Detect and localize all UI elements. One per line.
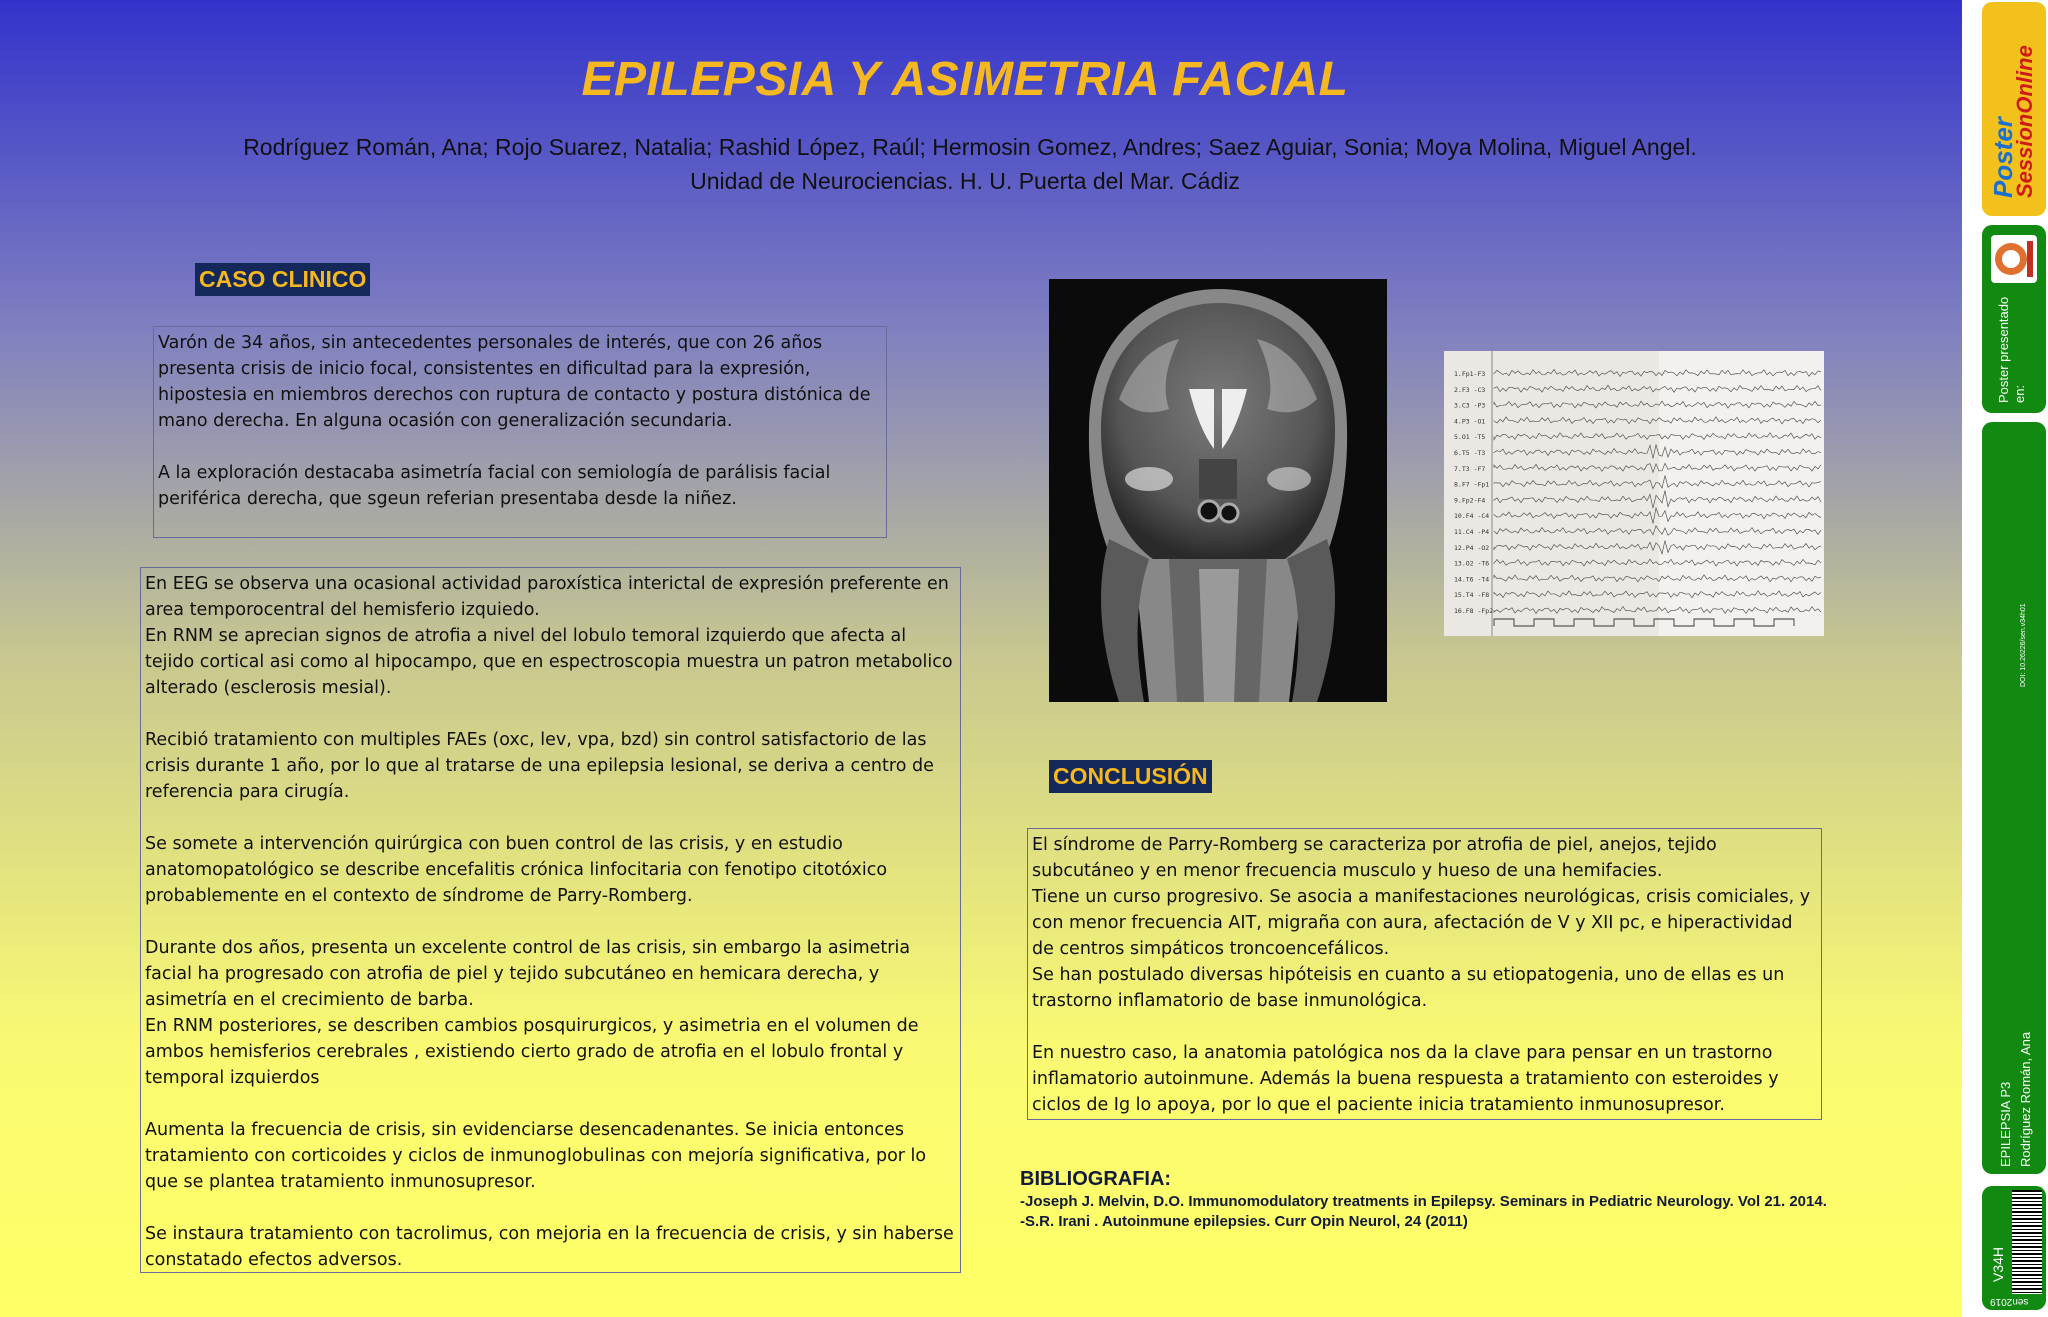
caso-paragraph: Durante dos años, presenta un excelente control de las crisis, sin embargo la asimetria facial ha progresado con atrofia de piel y tejido subcutáneo en hemicara derecha, y asimetría en el crecimiento de barba. [145,938,911,1010]
caso-paragraph: En RNM posteriores, se describen cambios posquirurgicos, y asimetria en el volumen de ambos hemisferios cerebrales , existiendo cierto grado de atrofia en el lobulo frontal y temporal izquierdos [145,1016,919,1088]
caso-paragraph: Aumenta la frecuencia de crisis, sin evidenciarse desencadenantes. Se inicia entonces tratamiento con corticoides y ciclos de inmunoglobulinas con mejoría significativa, por lo que se plantea tratamiento inmunosupresor. [145,1120,927,1192]
eeg-channel-label: 5.O1 -T5 [1454,433,1486,442]
bibliography-heading: BIBLIOGRAFIA: [1020,1168,1172,1190]
mri-drawing [1049,279,1387,702]
poster-session-online-logo[interactable] [1982,2,2046,216]
brand-sub-text: SessionOnline [2012,45,2037,198]
code-text: V34H [1990,1246,2006,1282]
conclusion-paragraph: En nuestro caso, la anatomia patológica nos da la clave para pensar en un trastorno inflamatorio autoinmune. Además la buena respuesta a tratamiento con esteroides y ciclos de Ig lo apoya, por lo que el paciente inicia tratamiento inmunosupresor. [1032,1043,1779,1115]
affiliation-line: Unidad de Neurociencias. H. U. Puerta del Mar. Cádiz [690,168,1240,194]
caso-intro-paragraph: A la exploración destacaba asimetría facial con semiología de parálisis facial periférica derecha, que sgeun referian presentaba desde la niñez. [158,463,831,509]
caso-paragraph: Se somete a intervención quirúrgica con buen control de las crisis, y en estudio anatomopatológico se describe encefalitis crónica linfocitaria con fenotipo citotóxico probablemente en el contexto de síndrome de Parry-Romberg. [145,834,888,906]
eeg-channel-label: 15.T4 -F8 [1454,591,1490,600]
conclusion-paragraph: El síndrome de Parry-Romberg se caracteriza por atrofia de piel, anejos, tejido subcutáneo y en menor frecuencia musculo y hueso de una hemifacies. [1032,835,1717,881]
eeg-channel-label: 12.P4 -O2 [1454,543,1490,552]
eeg-channel-label: 13.O2 -T6 [1454,559,1490,568]
mri-coronal-image [1049,279,1387,702]
eeg-channel-label: 1.Fp1-F3 [1454,370,1486,378]
poster-info-panel [1982,422,2046,1174]
eeg-channel-label: 2.F3 -C3 [1454,385,1486,394]
eeg-channel-label: 3.C3 -P3 [1454,401,1486,410]
author-text: Rodríguez Román, Ana [2018,1031,2033,1167]
caso-intro-paragraph: Varón de 34 años, sin antecedentes personales de interés, que con 26 años presenta crisis de inicio focal, consistentes en dificultad para la expresión, hipostesia en miembros derechos con ruptura de contacto y postura distónica de mano derecha. En alguna ocasión con generalización secundaria. [158,333,871,431]
bibliography-item: -S.R. Irani . Autoinmune epilepsies. Curr Opin Neurol, 24 (2011) [1020,1213,1468,1230]
eeg-channel-label: 16.F8 -Fp2 [1454,607,1494,615]
eeg-recording-image [1444,351,1824,636]
authors-line: Rodríguez Román, Ana; Rojo Suarez, Natalia; Rashid López, Raúl; Hermosin Gomez, Andres; Saez Aguiar, Sonia; Moya Molina, Miguel Angel. [243,134,1697,160]
caso-paragraph: En EEG se observa una ocasional actividad paroxística interictal de expresión preferente en area temporocentral del hemisferio izquiedo. [145,574,949,620]
conclusion-heading: CONCLUSIÓN [1049,760,1212,793]
eeg-channel-label: 8.F7 -Fp1 [1454,480,1490,489]
conclusion-box [1027,828,1822,1120]
eeg-channel-label: 11.C4 -P4 [1454,528,1490,536]
footer-text: sen2019 [1990,1296,2029,1307]
caso-intro-box [153,326,887,538]
barcode-panel [1982,1186,2046,1310]
conclusion-paragraph: Tiene un curso progresivo. Se asocia a manifestaciones neurológicas, crisis comiciales, y con menor frecuencia AIT, migraña con aura, afectación de V y XII pc, e hiperactividad de centros simpáticos troncoencefálicos. [1032,887,1811,959]
eeg-channel-label: 7.T3 -F7 [1454,464,1486,473]
brain-logo-icon [1991,235,2037,283]
brand-main-text: Poster [1988,117,2018,198]
eeg-traces [1444,351,1824,636]
caso-details-box [140,567,961,1273]
barcode [2012,1190,2042,1294]
presented-at-text: Poster presentado en: [1996,296,2027,403]
poster-title: EPILEPSIA Y ASIMETRIA FACIAL [581,53,1349,106]
eeg-channel-label: 6.T5 -T3 [1454,449,1486,457]
caso-paragraph: Recibió tratamiento con multiples FAEs (oxc, lev, vpa, bzd) sin control satisfactorio de las crisis durante 1 año, por lo que al tratarse de una epilepsia lesional, se deriva a centro de referencia para cirugía. [145,730,934,802]
congress-logo [1991,235,2037,283]
eeg-channel-label: 10.F4 -C4 [1454,512,1490,521]
caso-clinico-heading: CASO CLINICO [195,263,370,296]
caso-paragraph: En RNM se aprecian signos de atrofia a nivel del lobulo temoral izquierdo que afecta al tejido cortical asi como al hipocampo, que en espectroscopia muestra un patron metabolico alterado (esclerosis mesial). [145,626,953,698]
presented-at-panel [1982,225,2046,413]
bibliography-item: -Joseph J. Melvin, D.O. Immunomodulatory treatments in Epilepsy. Seminars in Pediatric Neurology. Vol 21. 2014. [1020,1193,1827,1210]
poster-id-text: EPILEPSIA P3 [1998,1081,2013,1167]
caso-paragraph: Se instaura tratamiento con tacrolimus, con mejoria en la frecuencia de crisis, y sin haberse constatado efectos adversos. [145,1224,954,1270]
eeg-channel-label: 14.T6 -T4 [1454,575,1490,584]
eeg-channel-label: 4.P3 -O1 [1454,417,1486,426]
eeg-channel-label: 9.Fp2-F4 [1454,496,1486,505]
doi-text: DOI: 10.26226/sen.v34h01 [2020,603,2027,687]
conclusion-paragraph: Se han postulado diversas hipóteisis en cuanto a su etiopatogenia, uno de ellas es un trastorno inflamatorio de base inmunológica. [1032,965,1785,1011]
